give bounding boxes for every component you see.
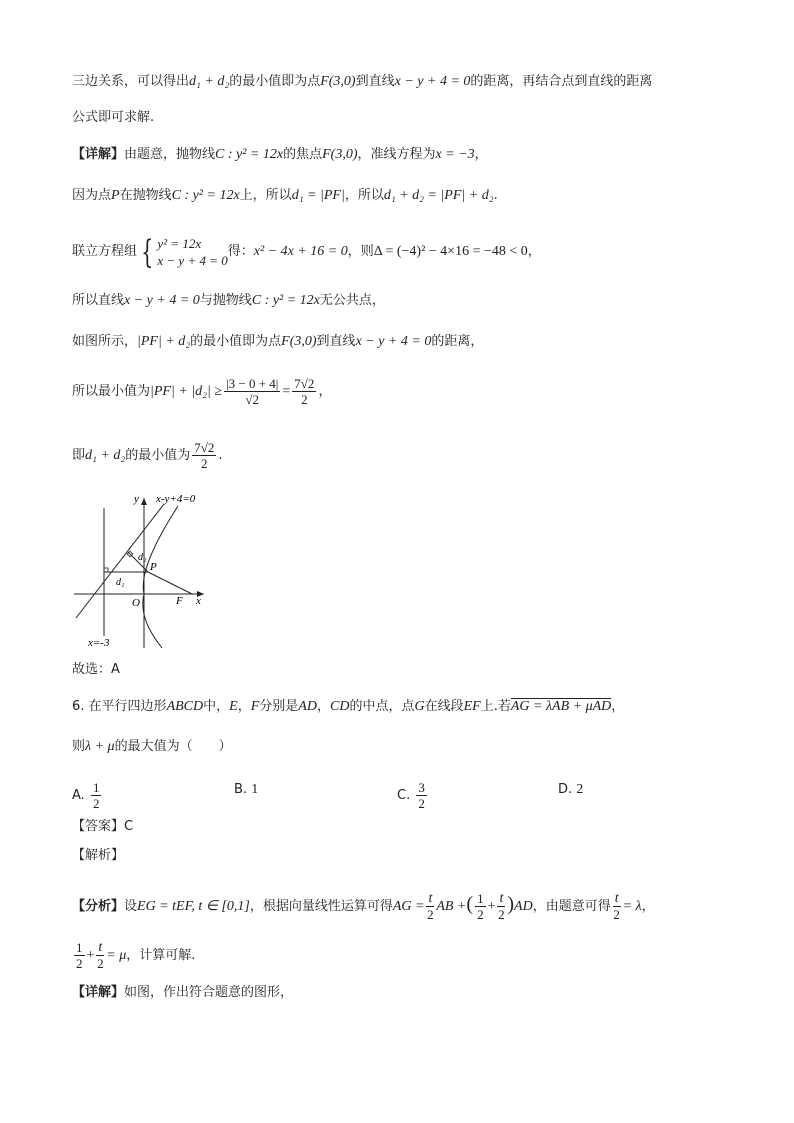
answer-tag: 【答案】C [72, 819, 134, 834]
detail-tag: 【详解】 [72, 985, 125, 1000]
text-line: 【详解】由题意，抛物线C : y² = 12x的焦点F(3,0)，准线方程为x = −3， [72, 147, 488, 162]
text: 在抛物线 [119, 188, 172, 203]
question-number: 6. [72, 699, 85, 714]
text: 如图所示， [72, 334, 138, 349]
text: ，则 [347, 244, 374, 259]
x-label: x [196, 595, 201, 607]
analysis-tag: 【解析】 [72, 848, 125, 863]
math: x² − 4x + 16 = 0 [253, 244, 348, 259]
text: 因为点 [72, 188, 112, 203]
text: 无公共点， [319, 293, 385, 308]
fraction: $\frac{7√2}{2}$ [194, 440, 215, 471]
text: 联立方程组 [72, 244, 138, 259]
text: 的最小值为 [125, 448, 191, 463]
text: 的距离，再结合点到直线的距离 [470, 74, 653, 89]
text-line: 联立方程组 { y² = 12x x − y + 4 = 0 得：x² − 4x + 16 = 0，则Δ = (−4)² − 4×16 = −48 < 0， [72, 232, 541, 271]
text-line [72, 72, 734, 92]
text: 到直线 [316, 334, 356, 349]
text-line [72, 817, 734, 837]
text: 得： [227, 244, 254, 259]
segment-PF [148, 572, 192, 594]
text: 与抛物线 [199, 293, 252, 308]
option-a[interactable]: A. $\frac{1}{2}$ [72, 780, 100, 811]
math: |PF| + |d₂| ≥ [150, 384, 223, 399]
text-line [72, 291, 734, 311]
option-b[interactable]: B. 1 [234, 782, 259, 797]
text: 的最小值即为点 [229, 74, 321, 89]
text: 公式即可求解. [72, 110, 155, 125]
text: ，所以 [344, 188, 384, 203]
text-line: 【详解】如图，作出符合题意的图形， [72, 985, 294, 1000]
answer-choice: 故选：A [72, 662, 120, 677]
text-line [72, 332, 734, 352]
text: 到直线 [355, 74, 395, 89]
text: 即 [72, 448, 86, 463]
F-label: F [176, 595, 183, 607]
text: ，准线方程为 [357, 147, 436, 162]
directrix-label: x=-3 [88, 637, 110, 649]
text-line [72, 846, 734, 866]
text: 的焦点 [283, 147, 323, 162]
math: d₁ = |PF| [291, 188, 345, 203]
text-line: 所以最小值为|PF| + |d₂| ≥ $\frac{|3 - 0 + 4|}{√2}$ = $\frac{7√2}{2}$ ， [72, 376, 332, 407]
O-label: O [132, 597, 140, 609]
text: 的最小值即为点 [190, 334, 282, 349]
question-line: 6. 在平行四边形ABCD中，E，F分别是AD，CD的中点，点G在线段EF上.若AG = λAB + μAD， [72, 699, 625, 714]
d2-label: d₂ [138, 552, 147, 563]
text: 的距离， [431, 334, 484, 349]
math: x = −3 [435, 147, 475, 162]
text-line: 即d₁ + d₂的最小值为 $\frac{7√2}{2}$ . [72, 440, 223, 471]
analysis-sub-tag: 【分析】 [72, 899, 125, 914]
fraction: $\frac{|3 - 0 + 4|}{√2}$ [226, 376, 279, 407]
brace: { [141, 232, 154, 271]
math: d₁ + d₂ = |PF| + d₂ [383, 188, 494, 203]
math: C : y² = 12x [171, 188, 240, 203]
line-label: x-y+4=0 [156, 493, 196, 505]
text: 上，所以 [239, 188, 292, 203]
vector-equation: AG = λAB + μAD [510, 699, 612, 714]
text: 由题意，抛物线 [124, 147, 216, 162]
d1-label: d₁ [116, 577, 125, 588]
math: P [111, 188, 120, 203]
math: F(3,0) [322, 147, 358, 162]
text: 所以直线 [72, 293, 125, 308]
math: x − y + 4 = 0 [355, 334, 432, 349]
equation-system: y² = 12x x − y + 4 = 0 [157, 235, 228, 268]
math: F(3,0) [281, 334, 317, 349]
math: x − y + 4 = 0 [124, 293, 200, 308]
options-row [72, 772, 734, 812]
text-line: 因为点P在抛物线C : y² = 12x上，所以d₁ = |PF|，所以d₁ + d₂ = |PF| + d₂. [72, 188, 498, 203]
math: |PF| + d₂ [137, 334, 191, 349]
parabola-figure [68, 488, 218, 650]
detail-tag: 【详解】 [72, 147, 125, 162]
math: Δ = (−4)² − 4×16 = −48 < 0 [373, 244, 528, 259]
fraction: $\frac{7√2}{2}$ [294, 376, 315, 407]
text: 三边关系，可以得出 [72, 74, 190, 89]
math: d₁ + d₂ [189, 74, 230, 89]
text-line [72, 660, 734, 680]
math: d₁ + d₂ [85, 448, 126, 463]
parabola-curve [143, 506, 178, 648]
text-line: 【分析】设EG = tEF, t ∈ [0,1]，根据向量线性运算可得AG = $\frac{t}{2}$ AB +( $\frac{1}{2}$ + $\frac{t}{2}$ )AD，由题意可得 $\frac{t}{2}$ = λ， [72, 891, 655, 922]
option-c[interactable]: C. $\frac{3}{2}$ [397, 780, 425, 811]
text-line [72, 108, 734, 128]
math: C : y² = 12x [215, 147, 284, 162]
math: x − y + 4 = 0 [394, 74, 471, 89]
math: C : y² = 12x [251, 293, 320, 308]
y-label: y [134, 493, 139, 505]
text-line: $\frac{1}{2}$ + $\frac{t}{2}$ = μ，计算可解. [76, 940, 196, 971]
question-line: 则λ + μ的最大值为（ ） [72, 739, 232, 754]
y-axis-arrow [141, 498, 147, 505]
math: F(3,0) [320, 74, 356, 89]
text: 所以最小值为 [72, 384, 151, 399]
P-label: P [150, 561, 157, 573]
right-angle-mark [104, 568, 108, 572]
option-d[interactable]: D. 2 [558, 782, 584, 797]
